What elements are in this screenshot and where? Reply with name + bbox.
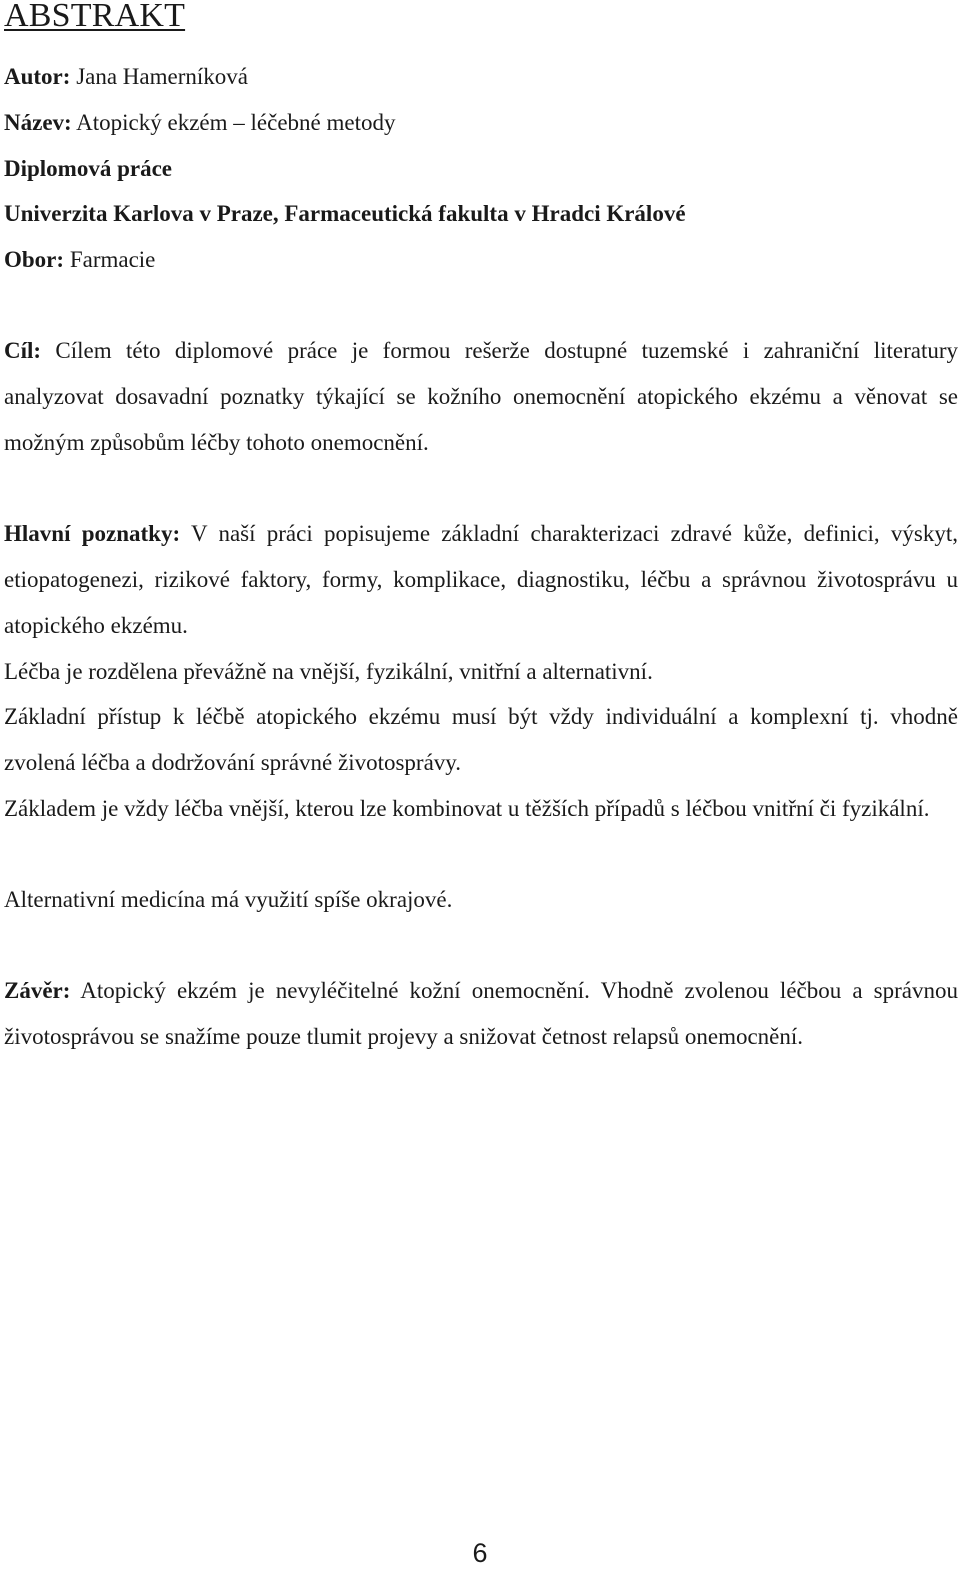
conclusion-label: Závěr: [4, 978, 71, 1003]
goal-paragraph [4, 328, 958, 466]
findings-line-3: Základem je vždy léčba vnější, kterou lze kombinovat u těžších případů s léčbou vnitřní či fyzikální. [4, 796, 930, 821]
findings-paragraph [4, 511, 958, 649]
thesis-title-line [4, 108, 396, 138]
goal-label: Cíl: [4, 338, 42, 363]
findings-label: Hlavní poznatky: [4, 521, 181, 546]
findings-text: V naší práci popisujeme základní charakterizaci zdravé kůže, definici, výskyt, etiopatogenezi, rizikové faktory, formy, komplikace, diagnostiku, léčbu a správnou životosprávu u atopického ekzému. [4, 521, 958, 638]
findings-line-2: Základní přístup k léčbě atopického ekzému musí být vždy individuální a komplexní tj. vhodně zvolená léčba a dodržování správné životosprávy. [4, 704, 958, 775]
conclusion-paragraph [4, 968, 958, 1060]
thesis-title-label: Název: [4, 110, 72, 135]
conclusion-text: Atopický ekzém je nevyléčitelné kožní onemocnění. Vhodně zvolenou léčbou a správnou životosprávou se snažíme pouze tlumit projevy a snižovat četnost relapsů onemocnění. [4, 978, 958, 1049]
findings-line-1: Léčba je rozdělena převážně na vnější, fyzikální, vnitřní a alternativní. [4, 659, 653, 684]
university: Univerzita Karlova v Praze, Farmaceutická fakulta v Hradci Králové [4, 201, 686, 226]
thesis-type: Diplomová práce [4, 156, 173, 181]
goal-text: Cílem této diplomové práce je formou rešerže dostupné tuzemské i zahraniční literatury analyzovat dosavadní poznatky týkající se kožního onemocnění atopického ekzému a věnovat se možným způsobům léčby tohoto onemocnění. [4, 338, 958, 455]
field-value: Farmacie [64, 247, 156, 272]
page-title: ABSTRAKT [4, 0, 186, 34]
field-line [4, 245, 155, 275]
thesis-type-line [4, 154, 172, 184]
field-label: Obor: [4, 247, 65, 272]
page-number: 6 [472, 1538, 488, 1568]
findings-line-4: Alternativní medicína má využití spíše okrajové. [4, 887, 453, 912]
author-value: Jana Hamerníková [70, 64, 248, 89]
author-line [4, 62, 248, 92]
author-label: Autor: [4, 64, 71, 89]
thesis-title-value: Atopický ekzém – léčebné metody [71, 110, 396, 135]
university-line [4, 199, 686, 229]
